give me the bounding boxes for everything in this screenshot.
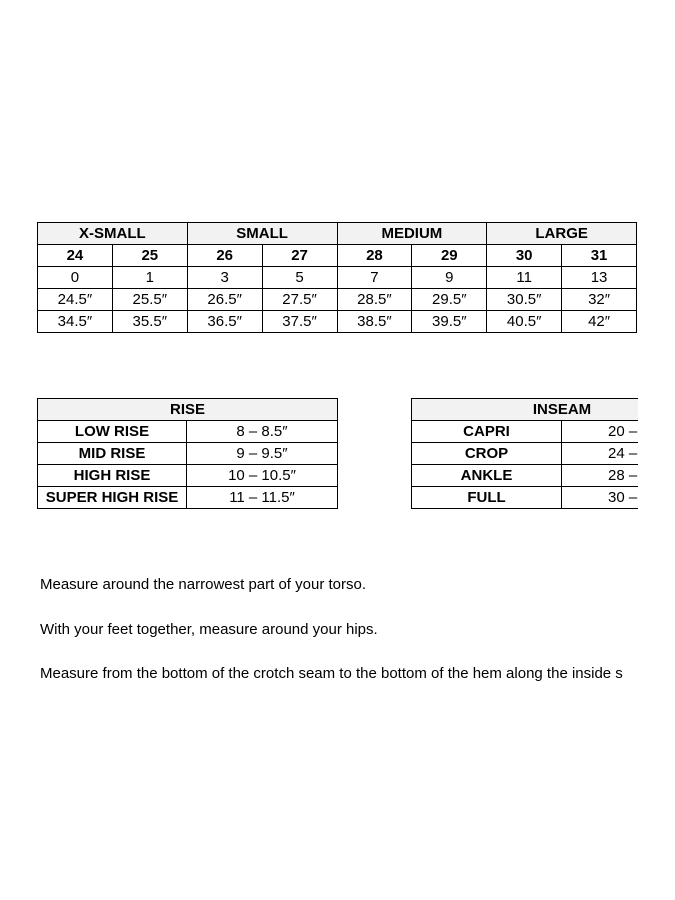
rise-table <box>37 398 338 509</box>
hip-measurement-cell: 40.5″ <box>487 311 562 333</box>
size-group-header: LARGE <box>487 223 637 245</box>
waist-measurement-cell: 27.5″ <box>262 289 337 311</box>
rise-value: 11 – 11.5″ <box>187 487 338 509</box>
hip-measurement-cell: 36.5″ <box>187 311 262 333</box>
rise-value: 10 – 10.5″ <box>187 465 338 487</box>
rise-label: MID RISE <box>38 443 187 465</box>
hip-measurement-cell: 39.5″ <box>412 311 487 333</box>
waist-measurement-cell: 24.5″ <box>38 289 113 311</box>
rise-label: LOW RISE <box>38 421 187 443</box>
inseam-title-text: INSEAM <box>532 401 592 418</box>
waist-size-cell: 27 <box>262 245 337 267</box>
us-size-cell: 11 <box>487 267 562 289</box>
rise-label: HIGH RISE <box>38 465 187 487</box>
hip-measurement-cell: 42″ <box>562 311 637 333</box>
inseam-label: ANKLE <box>412 465 562 487</box>
inseam-value: 24 – <box>562 443 639 465</box>
us-size-cell: 1 <box>112 267 187 289</box>
us-size-cell: 3 <box>187 267 262 289</box>
inseam-table-title <box>412 399 639 421</box>
hip-measurement-cell: 38.5″ <box>337 311 412 333</box>
waist-size-cell: 29 <box>412 245 487 267</box>
size-group-header: X-SMALL <box>38 223 188 245</box>
waist-size-cell: 28 <box>337 245 412 267</box>
hip-measurement-cell: 37.5″ <box>262 311 337 333</box>
waist-size-cell: 26 <box>187 245 262 267</box>
inseam-label: FULL <box>412 487 562 509</box>
waist-size-cell: 31 <box>562 245 637 267</box>
waist-size-cell: 24 <box>38 245 113 267</box>
inseam-label: CAPRI <box>412 421 562 443</box>
hip-measurement-cell: 35.5″ <box>112 311 187 333</box>
inseam-value: 28 – <box>562 465 639 487</box>
waist-measurement-cell: 28.5″ <box>337 289 412 311</box>
us-size-cell: 7 <box>337 267 412 289</box>
waist-size-cell: 30 <box>487 245 562 267</box>
us-size-cell: 0 <box>38 267 113 289</box>
waist-measurement-cell: 29.5″ <box>412 289 487 311</box>
waist-size-cell: 25 <box>112 245 187 267</box>
hip-measurement-cell: 34.5″ <box>38 311 113 333</box>
rise-label: SUPER HIGH RISE <box>38 487 187 509</box>
size-chart-table <box>37 222 637 333</box>
waist-measurement-cell: 26.5″ <box>187 289 262 311</box>
rise-table-title: RISE <box>38 399 338 421</box>
waist-measurement-cell: 32″ <box>562 289 637 311</box>
us-size-cell: 9 <box>412 267 487 289</box>
us-size-cell: 5 <box>262 267 337 289</box>
inseam-label: CROP <box>412 443 562 465</box>
waist-note: Measure around the narrowest part of your torso. <box>40 576 367 593</box>
size-group-header: MEDIUM <box>337 223 487 245</box>
inseam-note: Measure from the bottom of the crotch seam to the bottom of the hem along the inside s <box>40 665 623 682</box>
rise-value: 8 – 8.5″ <box>187 421 338 443</box>
inseam-table-clip <box>411 398 638 510</box>
inseam-table <box>411 398 638 509</box>
rise-value: 9 – 9.5″ <box>187 443 338 465</box>
us-size-cell: 13 <box>562 267 637 289</box>
inseam-value: 30 – <box>562 487 639 509</box>
size-group-header: SMALL <box>187 223 337 245</box>
waist-measurement-cell: 30.5″ <box>487 289 562 311</box>
measurement-notes <box>0 560 638 700</box>
waist-measurement-cell: 25.5″ <box>112 289 187 311</box>
inseam-value: 20 – <box>562 421 639 443</box>
hips-note: With your feet together, measure around your hips. <box>40 621 378 638</box>
